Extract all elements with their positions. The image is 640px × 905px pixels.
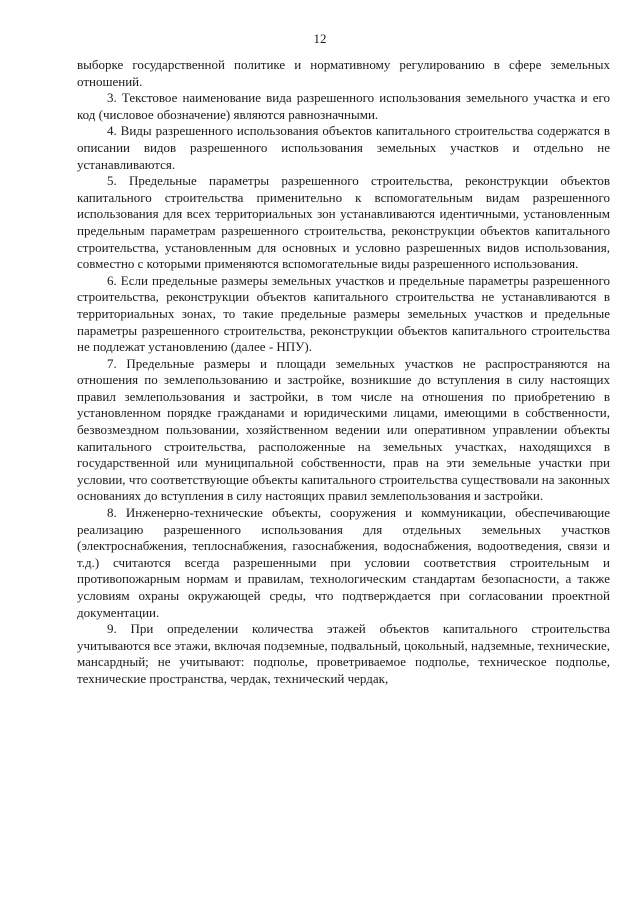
document-body: [77, 57, 610, 688]
paragraph-item-6: 6. Если предельные размеры земельных участков и предельные параметры разрешенного строительства, реконструкции объектов капитального строительства не устанавливаются в территориальных зонах, то такие предельные размеры земельных участков и предельные параметры разрешенного строительства, реконструкции объектов капитального строительства не подлежат установлению (далее - НПУ).: [77, 272, 610, 355]
paragraph-item-7: 7. Предельные размеры и площади земельных участков не распространяются на отношения по землепользованию и застройке, возникшие до вступления в силу настоящих правил землепользования и застройки, в том числе на отношения по приобретению в установленном порядке гражданами и юридическими лицами, имеющими в собственности, безвозмездном пользовании, хозяйственном ведении или оперативном управлении объекты капитального строительства, расположенные на земельных участках, находящихся в государственной или муниципальной собственности, прав на эти земельные участки при условии, что соответствующие объекты капитального строительства существовали на законных основаниях до вступления в силу настоящих правил землепользования и застройки.: [77, 355, 610, 504]
page-number: 12: [313, 31, 327, 46]
paragraph-continuation: выборке государственной политике и нормативному регулированию в сфере земельных отношений.: [77, 57, 610, 89]
paragraph-item-8: 8. Инженерно-технические объекты, сооружения и коммуникации, обеспечивающие реализацию разрешенного использования для отдельных земельных участков (электроснабжения, теплоснабжения, газоснабжения, водоснабжения, водоотведения, связи и т.д.) считаются всегда разрешенными при условии соответствия строительным и противопожарным нормам и правилам, технологическим стандартам безопасности, а также условиям охраны окружающей среды, что подтверждается при согласовании проектной документации.: [77, 505, 610, 620]
paragraph-item-9: 9. При определении количества этажей объектов капитального строительства учитываются все этажи, включая подземные, подвальный, цокольный, надземные, технические, мансардный; не учитывают: подполье, проветриваемое подполье, техническое подполье, технические пространства, чердак, технический чердак,: [77, 621, 610, 686]
paragraph-item-4: 4. Виды разрешенного использования объектов капитального строительства содержатся в описании видов разрешенного использования земельных участков и отдельно не устанавливаются.: [77, 123, 610, 172]
paragraph-item-5: 5. Предельные параметры разрешенного строительства, реконструкции объектов капитального строительства применительно к вспомогательным видам разрешенного использования для всех территориальных зон устанавливаются идентичными, установленным предельным параметрам разрешенного строительства, реконструкции объектов капитального строительства, установленным для основных и условно разрешенных видов использования, совместно с которыми применяются вспомогательные виды разрешенного использования.: [77, 173, 610, 272]
paragraph-item-3: 3. Текстовое наименование вида разрешенного использования земельного участка и его код (числовое обозначение) являются равнозначными.: [77, 90, 610, 122]
